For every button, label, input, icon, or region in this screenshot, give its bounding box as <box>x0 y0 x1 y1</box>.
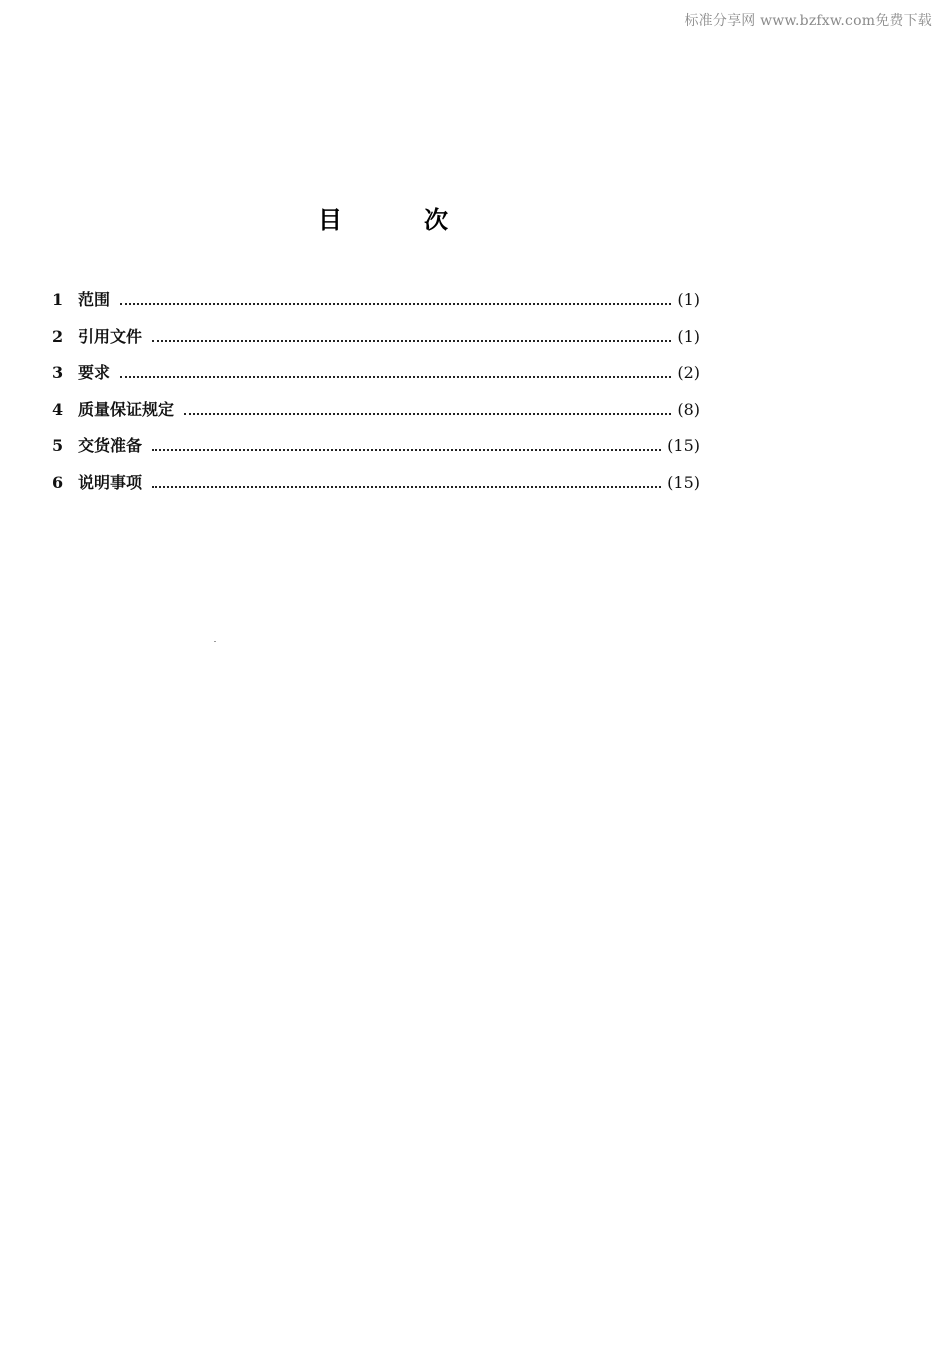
toc-entry-page: (2) <box>677 363 700 383</box>
toc-entry-delivery-preparation[interactable] <box>52 433 700 470</box>
toc-entry-page: (1) <box>677 326 700 346</box>
table-of-contents <box>52 287 700 507</box>
toc-entry-page: (1) <box>677 290 700 309</box>
toc-leader-dots <box>120 375 671 378</box>
toc-entry-page: (15) <box>667 472 700 492</box>
toc-entry-number: 3 <box>52 363 64 383</box>
toc-entry-page: (15) <box>667 436 700 456</box>
toc-leader-dots <box>152 339 671 342</box>
page-title <box>318 200 448 235</box>
title-char-2: 次 <box>424 206 448 234</box>
toc-entry-label: 交货准备 <box>78 436 143 456</box>
toc-entry-label: 范围 <box>78 290 111 309</box>
toc-entry-notes[interactable] <box>52 470 700 507</box>
toc-entry-number: 6 <box>52 472 64 492</box>
toc-entry-number: 4 <box>52 399 64 419</box>
toc-entry-number: 2 <box>52 326 64 346</box>
toc-leader-dots <box>152 485 661 488</box>
toc-entry-referenced-documents[interactable] <box>52 324 700 361</box>
toc-leader-dots <box>152 448 661 451</box>
toc-entry-requirements[interactable] <box>52 360 700 397</box>
toc-entry-number: 5 <box>52 436 64 456</box>
toc-entry-quality-assurance[interactable] <box>52 397 700 434</box>
toc-leader-dots <box>120 302 671 305</box>
toc-leader-dots <box>184 412 671 415</box>
toc-entry-scope[interactable] <box>52 287 700 324</box>
toc-entry-label: 引用文件 <box>78 326 143 346</box>
toc-entry-label: 说明事项 <box>78 472 143 492</box>
title-char-1: 目 <box>318 206 342 234</box>
toc-entry-page: (8) <box>677 399 700 419</box>
scan-speck <box>214 641 216 642</box>
watermark-text: 标准分享网 www.bzfxw.com免费下载 <box>684 13 932 29</box>
toc-entry-number: 1 <box>52 290 64 309</box>
toc-entry-label: 质量保证规定 <box>78 399 175 419</box>
toc-entry-label: 要求 <box>78 363 111 383</box>
